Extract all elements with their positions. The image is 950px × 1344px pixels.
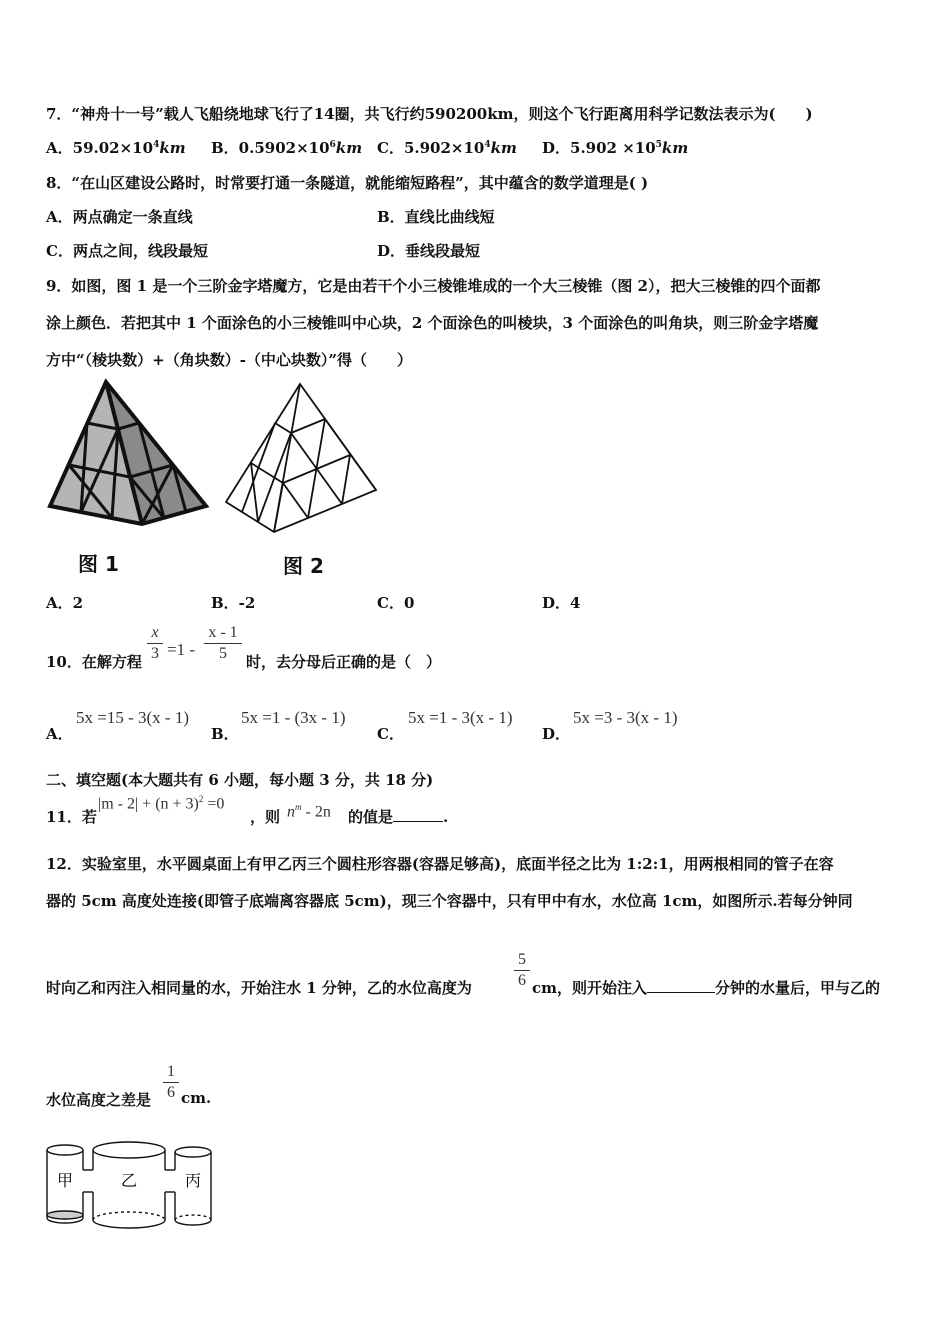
- q11-suffix: 的值是 .: [348, 808, 449, 826]
- section-2-title: 二、填空题(本大题共有 6 小题，每小题 3 分，共 18 分): [46, 771, 434, 789]
- q12-line1: 12．实验室里，水平圆桌面上有甲乙丙三个圆柱形容器(容器足够高)，底面半径之比为 1:2:1，用两根相同的管子在容: [46, 855, 834, 873]
- pyramid-figure-2: [222, 380, 380, 536]
- q10-fraction-right: x - 1 5: [204, 624, 242, 663]
- q10-option-c-label: C．: [377, 725, 404, 743]
- container-bing-label: 丙: [185, 1171, 202, 1190]
- q9-line2: 涂上颜色．若把其中 1 个面涂色的小三棱锥叫中心块，2 个面涂色的叫棱块，3 个面涂色的叫角块，则三阶金字塔魔: [46, 314, 819, 332]
- containers-diagram: [44, 1140, 216, 1232]
- q10-suffix: 时，去分母后正确的是（ ）: [246, 653, 442, 671]
- q7-stem: 7．“神舟十一号”载人飞船绕地球飞行了14圈，共飞行约590200km，则这个飞行距离用科学记数法表示为( ): [46, 105, 813, 123]
- q12-fraction-5-6: 5 6: [514, 951, 530, 990]
- q9-line1: 9．如图，图 1 是一个三阶金字塔魔方，它是由若干个小三棱锥堆成的一个大三棱锥（图 2），把大三棱锥的四个面都: [46, 277, 821, 295]
- q8-option-d: D．垂线段最短: [377, 242, 481, 260]
- q9-line3: 方中“（棱块数）+（角块数）-（中心块数）”得（ ）: [46, 351, 413, 369]
- q10-option-a-label: A．: [46, 725, 73, 743]
- q8-option-a: A．两点确定一条直线: [46, 208, 193, 226]
- q9-option-a: A．2: [46, 594, 84, 612]
- q9-option-b: B．-2: [211, 594, 256, 612]
- container-yi-label: 乙: [121, 1171, 138, 1190]
- q11-expression: $n^m - 2n$: [287, 802, 331, 821]
- q10-equals: =1 -: [167, 640, 195, 659]
- q10-option-b-expr: 5x =1 - (3x - 1): [241, 708, 346, 727]
- fig1-label: 图 1: [78, 552, 119, 576]
- q11-middle: ，则: [250, 808, 281, 826]
- q10-option-c-expr: 5x =1 - 3(x - 1): [408, 708, 513, 727]
- q12-fraction-1-6: 1 6: [163, 1063, 179, 1102]
- container-jia-label: 甲: [57, 1171, 74, 1190]
- q10-fraction-left: x 3: [147, 624, 163, 663]
- q10-option-a-expr: 5x =15 - 3(x - 1): [76, 708, 189, 727]
- q9-option-c: C．0: [377, 594, 415, 612]
- q12-line3-a: 时向乙和丙注入相同量的水，开始注水 1 分钟，乙的水位高度为: [46, 979, 472, 997]
- q10-option-d-expr: 5x =3 - 3(x - 1): [573, 708, 678, 727]
- q8-option-b: B．直线比曲线短: [377, 208, 495, 226]
- q10-option-d-label: D．: [542, 725, 571, 743]
- q7-option-c: C．$5.902\times 10^4km$: [377, 139, 517, 157]
- q12-line3-b: cm，则开始注入 分钟的水量后，甲与乙的: [532, 979, 881, 997]
- fig2-label: 图 2: [283, 554, 324, 578]
- q11-prefix: 11．若: [46, 808, 97, 826]
- q11-answer-blank[interactable]: [393, 821, 443, 822]
- q12-answer-blank[interactable]: [647, 992, 715, 993]
- pyramid-figure-1: [46, 378, 210, 528]
- q7-option-d: D．$5.902 \times 10^5km$: [542, 139, 689, 157]
- q11-condition: $|m - 2| + (n + 3)^2 =0$: [98, 794, 225, 813]
- q7-option-a: A．$59.02\times 10^4km$: [46, 139, 186, 157]
- q12-line2: 器的 5cm 高度处连接(即管子底端离容器底 5cm)，现三个容器中，只有甲中有水，水位高 1cm，如图所示.若每分钟同: [46, 892, 853, 910]
- q10-prefix: 10．在解方程: [46, 653, 142, 671]
- q7-option-b: B．$0.5902\times 10^6km$: [211, 139, 363, 157]
- q12-line4-b: cm.: [181, 1089, 212, 1107]
- q8-stem: 8．“在山区建设公路时，时常要打通一条隧道，就能缩短路程”，其中蕴含的数学道理是( ): [46, 174, 649, 192]
- q8-option-c: C．两点之间，线段最短: [46, 242, 208, 260]
- q10-option-b-label: B．: [211, 725, 239, 743]
- q9-option-d: D．4: [542, 594, 581, 612]
- q12-line4-a: 水位高度之差是: [46, 1091, 152, 1109]
